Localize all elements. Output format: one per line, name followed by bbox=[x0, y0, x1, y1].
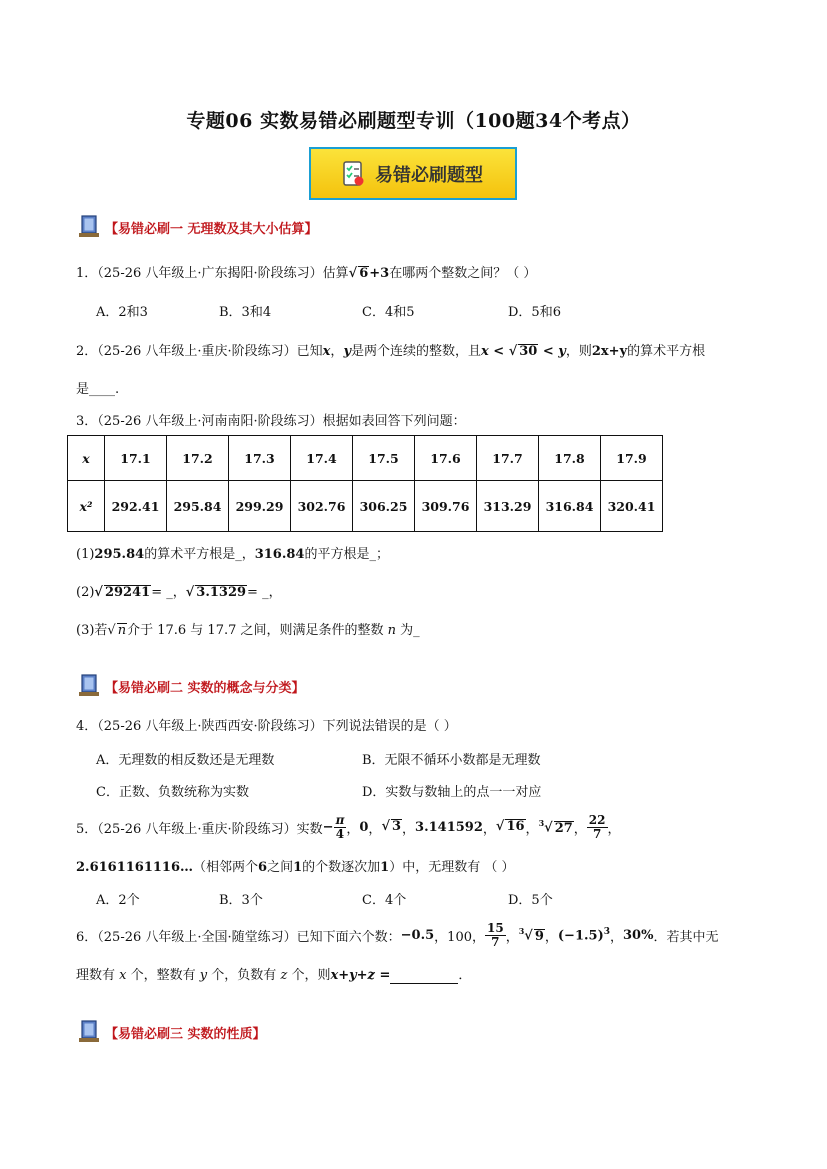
option-c[interactable]: C．4个 bbox=[362, 893, 407, 908]
section-header-3 bbox=[76, 1019, 266, 1045]
math-expr: √ 29241 bbox=[94, 585, 151, 600]
separator: ， bbox=[544, 929, 558, 945]
denominator: 7 bbox=[491, 934, 500, 949]
table-header-cell: x bbox=[68, 436, 105, 481]
root-index: 3 bbox=[518, 926, 525, 937]
math-expr: √ 3 bbox=[381, 819, 402, 835]
math-var: x bbox=[322, 344, 331, 359]
radicand: 16 bbox=[506, 819, 525, 835]
question-6 bbox=[76, 916, 718, 954]
question-3-part3 bbox=[76, 619, 420, 638]
power-exponent: 3 bbox=[603, 926, 610, 937]
math-expr: x < √ 30 < y bbox=[481, 344, 566, 359]
question-text: ．若其中无 bbox=[653, 929, 719, 945]
table-cell: 299.29 bbox=[229, 481, 291, 532]
radicand: 30 bbox=[519, 344, 538, 359]
table-cell: 17.5 bbox=[353, 436, 415, 481]
math-text: < y bbox=[542, 344, 566, 359]
math-num: 295.84 bbox=[94, 547, 145, 562]
numerator: 15 bbox=[487, 920, 504, 935]
fraction bbox=[587, 814, 608, 840]
option-b[interactable]: B．3个 bbox=[219, 893, 263, 908]
question-text: ，则 bbox=[565, 344, 592, 359]
table-cell: 316.84 bbox=[539, 481, 601, 532]
section-label: 【易错必刷三 实数的性质】 bbox=[105, 1026, 266, 1042]
question-text: 之间 bbox=[267, 860, 294, 875]
table-cell: 313.29 bbox=[477, 481, 539, 532]
separator: ， bbox=[505, 929, 519, 945]
separator: ， bbox=[573, 821, 587, 837]
math-text: +3 bbox=[369, 266, 390, 281]
table-cell: 17.9 bbox=[601, 436, 663, 481]
table-header-cell: x² bbox=[68, 481, 105, 532]
part-number: (2) bbox=[76, 585, 95, 600]
question-1 bbox=[76, 262, 536, 281]
radicand: n bbox=[117, 623, 127, 638]
question-text: 6．（25-26 八年级上·全国·随堂练习）已知下面六个数： bbox=[76, 929, 401, 945]
math-expr: √ n bbox=[107, 623, 127, 638]
question-text: 的平方根是_； bbox=[304, 547, 389, 562]
table-cell: 17.6 bbox=[415, 436, 477, 481]
question-2 bbox=[76, 340, 705, 359]
question-3: 3．（25-26 八年级上·河南南阳·阶段练习）根据如表回答下列问题： bbox=[76, 414, 466, 429]
numerator: π bbox=[335, 812, 345, 827]
table-cell: 17.7 bbox=[477, 436, 539, 481]
separator: ， bbox=[482, 821, 496, 837]
option-c[interactable]: C．正数、负数统称为实数 bbox=[96, 785, 249, 800]
answer-blank[interactable] bbox=[390, 968, 458, 984]
option-c[interactable]: C．4和5 bbox=[362, 305, 415, 320]
math-expr bbox=[558, 927, 610, 943]
question-text: 在哪两个整数之间？（ ） bbox=[389, 266, 537, 281]
math-var: n bbox=[387, 623, 397, 638]
root-index: 3 bbox=[538, 818, 545, 829]
fraction bbox=[485, 922, 506, 948]
question-5 bbox=[76, 808, 621, 846]
math-text: x < bbox=[481, 344, 505, 359]
option-a[interactable]: A．2和3 bbox=[96, 305, 148, 320]
option-d[interactable]: D．5和6 bbox=[508, 305, 561, 320]
question-text: ，100， bbox=[434, 929, 485, 945]
question-3-part2 bbox=[76, 581, 282, 600]
book-stand-icon bbox=[76, 1019, 102, 1045]
banner-label: 易错必刷题型 bbox=[375, 164, 483, 186]
math-num: 3.141592 bbox=[415, 819, 483, 835]
math-num: 316.84 bbox=[254, 547, 305, 562]
table-cell: 17.2 bbox=[167, 436, 229, 481]
math-num: 1 bbox=[380, 860, 390, 875]
math-var: z bbox=[280, 968, 288, 983]
question-text: ， bbox=[330, 344, 344, 359]
question-3-part1 bbox=[76, 543, 389, 562]
section-header-2 bbox=[76, 673, 305, 699]
table-cell: 320.41 bbox=[601, 481, 663, 532]
question-text: 个，负数有 bbox=[211, 968, 277, 983]
question-text: 是两个连续的整数，且 bbox=[351, 344, 482, 359]
denominator: 4 bbox=[335, 826, 345, 841]
math-num: 2.6161161116… bbox=[76, 860, 194, 875]
table-cell: 17.1 bbox=[105, 436, 167, 481]
option-d[interactable]: D．5个 bbox=[508, 893, 553, 908]
table-cell: 17.4 bbox=[291, 436, 353, 481]
fraction bbox=[334, 814, 347, 840]
radicand: 3 bbox=[391, 819, 402, 835]
radicand: 6 bbox=[359, 266, 369, 281]
math-num: 6 bbox=[258, 860, 268, 875]
page-title: 专题06 实数易错必刷题型专训（100题34个考点） bbox=[186, 110, 641, 132]
separator: ， bbox=[525, 821, 539, 837]
math-expr: $^3$√ 27 bbox=[538, 818, 573, 836]
math-expr: x+y+z = bbox=[330, 968, 391, 983]
math-num: 30% bbox=[623, 927, 654, 943]
checklist-icon bbox=[343, 161, 365, 187]
option-a[interactable]: A．2个 bbox=[96, 893, 140, 908]
radicand: 9 bbox=[534, 928, 544, 944]
math-expr: √ 6+3 bbox=[348, 266, 390, 281]
question-text: 为_ bbox=[400, 623, 420, 638]
part-number: (1) bbox=[76, 547, 95, 562]
numerator: 22 bbox=[588, 812, 606, 827]
question-text: 1．（25-26 八年级上·广东揭阳·阶段练习）估算 bbox=[76, 266, 349, 281]
separator: ， bbox=[609, 929, 623, 945]
question-text: 个，整数有 bbox=[130, 968, 196, 983]
question-text: 个，则 bbox=[291, 968, 331, 983]
option-b[interactable]: B．无限不循环小数都是无理数 bbox=[362, 753, 541, 768]
table-cell: 302.76 bbox=[291, 481, 353, 532]
table-row bbox=[68, 436, 663, 481]
math-expr: 2x+y bbox=[591, 344, 628, 359]
denominator: 7 bbox=[592, 826, 602, 841]
separator: ， bbox=[402, 821, 416, 837]
separator: ， bbox=[368, 821, 382, 837]
power-base: (−1.5) bbox=[557, 928, 604, 944]
question-4: 4．（25-26 八年级上·陕西西安·阶段练习）下列说法错误的是（ ） bbox=[76, 719, 457, 734]
table-cell: 306.25 bbox=[353, 481, 415, 532]
question-text: 理数有 bbox=[76, 968, 116, 983]
table-cell: 295.84 bbox=[167, 481, 229, 532]
question-text: 2．（25-26 八年级上·重庆·阶段练习）已知 bbox=[76, 344, 323, 359]
math-expr: √ 16 bbox=[495, 819, 525, 835]
math-expr: √ 3.1329 bbox=[185, 585, 247, 600]
math-var: y bbox=[343, 344, 351, 359]
table-cell: 292.41 bbox=[105, 481, 167, 532]
math-num: 0 bbox=[359, 819, 369, 835]
question-text: ． bbox=[458, 968, 472, 983]
question-text: （相邻两个 bbox=[193, 860, 259, 875]
table-row bbox=[68, 481, 663, 532]
question-text: 介于 17.6 与 17.7 之间，则满足条件的整数 bbox=[127, 623, 384, 638]
question-6-line2 bbox=[76, 964, 471, 984]
question-text: 5．（25-26 八年级上·重庆·阶段练习）实数 bbox=[76, 821, 323, 837]
question-text: = _， bbox=[247, 585, 282, 600]
radicand: 27 bbox=[554, 820, 573, 836]
question-text: ）中，无理数有 （ ） bbox=[389, 860, 515, 875]
book-stand-icon bbox=[76, 673, 102, 699]
book-stand-icon bbox=[76, 214, 102, 240]
separator: ， bbox=[346, 821, 360, 837]
math-var: y bbox=[199, 968, 208, 983]
radicand: 29241 bbox=[104, 585, 151, 600]
option-d[interactable]: D．实数与数轴上的点一一对应 bbox=[362, 785, 542, 800]
table-cell: 17.8 bbox=[539, 436, 601, 481]
question-text: 的算术平方根 bbox=[627, 344, 706, 359]
option-a[interactable]: A．无理数的相反数还是无理数 bbox=[96, 753, 275, 768]
question-text: = _， bbox=[151, 585, 186, 600]
option-b[interactable]: B．3和4 bbox=[219, 305, 272, 320]
radicand: 3.1329 bbox=[196, 585, 247, 600]
separator: ， bbox=[607, 821, 621, 837]
question-2-line2: 是____. bbox=[76, 382, 120, 397]
table-cell: 309.76 bbox=[415, 481, 477, 532]
topic-banner bbox=[309, 147, 517, 200]
math-sign: − bbox=[322, 819, 334, 835]
question-text: 的算术平方根是_， bbox=[144, 547, 255, 562]
math-num: −0.5 bbox=[400, 927, 435, 943]
question-5-line2 bbox=[76, 856, 514, 875]
section-header-1 bbox=[76, 214, 318, 240]
math-expr: $^3$√ 9 bbox=[518, 926, 544, 944]
math-num: 1 bbox=[293, 860, 303, 875]
data-table bbox=[67, 435, 663, 532]
section-label: 【易错必刷二 实数的概念与分类】 bbox=[105, 680, 305, 696]
math-var: x bbox=[119, 968, 127, 983]
section-label: 【易错必刷一 无理数及其大小估算】 bbox=[105, 221, 318, 237]
table-cell: 17.3 bbox=[229, 436, 291, 481]
part-number: (3)若 bbox=[76, 623, 108, 638]
question-text: 的个数逐次加 bbox=[302, 860, 381, 875]
